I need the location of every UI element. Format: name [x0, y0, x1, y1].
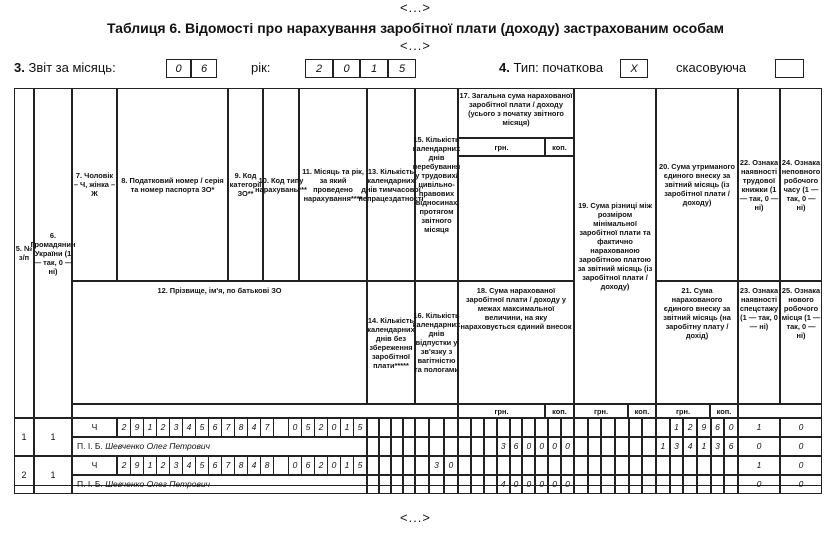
- row-days-13[interactable]: [367, 418, 379, 437]
- row-sum-18[interactable]: 0: [561, 437, 574, 456]
- row-days-13[interactable]: [391, 418, 403, 437]
- type-initial-checkbox[interactable]: X: [620, 59, 648, 78]
- tax-digit: 1: [144, 457, 157, 474]
- tax-digit: 8: [235, 419, 248, 436]
- row-sum-18[interactable]: 0: [561, 475, 574, 494]
- row-sum-18[interactable]: 0: [535, 437, 548, 456]
- header-col-17-values: [458, 156, 574, 281]
- row-sum-21[interactable]: 3: [670, 437, 684, 456]
- row-days-16[interactable]: [429, 437, 443, 456]
- tax-digit: 8: [261, 457, 274, 474]
- subheader-18-kop: коп.: [545, 404, 574, 418]
- tax-digit: 5: [196, 457, 209, 474]
- subheader-18-grn: грн.: [458, 404, 545, 418]
- row-days-14[interactable]: [391, 437, 403, 456]
- row-days-15[interactable]: [444, 418, 458, 437]
- row-col-24[interactable]: 0: [780, 418, 822, 437]
- row-sum-18[interactable]: [458, 475, 471, 494]
- row-sum-20[interactable]: [724, 456, 738, 475]
- row-sum-19b[interactable]: [615, 475, 629, 494]
- row-days-13[interactable]: [403, 418, 415, 437]
- row-sum-19b[interactable]: [629, 475, 643, 494]
- tax-digit: 2: [157, 419, 170, 436]
- row-days-15[interactable]: 3: [429, 456, 443, 475]
- row-pib-label: [72, 475, 367, 494]
- row-sum-17[interactable]: [458, 418, 471, 437]
- row-sum-20[interactable]: 9: [697, 418, 711, 437]
- report-type-label: 4. Тип: початкова: [499, 60, 604, 75]
- header-col-8: 8. Податковий номер / серія та номер паспорта ЗО*: [117, 88, 228, 281]
- report-month-label: 3. Звіт за місяць:: [14, 60, 116, 75]
- row-sum-19[interactable]: [588, 418, 602, 437]
- row-sum-21[interactable]: [697, 475, 711, 494]
- row-days-13[interactable]: [379, 418, 391, 437]
- row-days-16[interactable]: [415, 437, 429, 456]
- tax-digit: 4: [248, 457, 261, 474]
- subheader-20-kop: коп.: [710, 404, 738, 418]
- row-sum-19[interactable]: [642, 456, 656, 475]
- row-days-13[interactable]: [367, 456, 379, 475]
- row-days-15[interactable]: [415, 456, 429, 475]
- period-digit: 0: [288, 419, 301, 436]
- row-number: 2: [14, 456, 34, 494]
- period-digit: 5: [301, 419, 314, 436]
- report-year-digit-1[interactable]: 2: [305, 59, 333, 78]
- row-sum-19b[interactable]: [574, 475, 588, 494]
- row-sum-21[interactable]: [724, 475, 738, 494]
- subheader-20-grn: грн.: [656, 404, 710, 418]
- row-sum-21[interactable]: 3: [711, 437, 725, 456]
- tax-digit: 2: [118, 457, 131, 474]
- header-col-23: 23. Ознака наявності спецстажу (1 — так, 0 — ні): [738, 281, 780, 404]
- row-sum-17[interactable]: [561, 418, 574, 437]
- report-year-digit-4[interactable]: 5: [388, 59, 416, 78]
- row-days-14[interactable]: [403, 475, 415, 494]
- period-digit: 5: [353, 457, 366, 474]
- row-sum-18[interactable]: 6: [510, 437, 523, 456]
- row-sum-19[interactable]: [615, 418, 629, 437]
- continuation-marker-mid: <...>: [399, 38, 432, 53]
- header-col-17-kop: коп.: [545, 138, 574, 156]
- period-digit: 1: [340, 457, 353, 474]
- row-citizen[interactable]: 1: [34, 456, 72, 494]
- tax-digit: 4: [248, 419, 261, 436]
- row-col-23[interactable]: 0: [738, 437, 780, 456]
- row-sum-19b[interactable]: [588, 475, 602, 494]
- header-col-21: 21. Сума нарахованого єдиного внеску за звітний місяць (на заробітну плату / дохід): [656, 281, 738, 404]
- header-col-18: 18. Сума нарахованої заробітної плати / доходу у межах максимальної величини, на яку нараховується єдиний внесок: [458, 281, 574, 404]
- row-sum-18[interactable]: 0: [548, 475, 561, 494]
- row-sum-17[interactable]: [561, 456, 574, 475]
- subheader-blank: [72, 404, 458, 418]
- row-sum-20[interactable]: 0: [724, 418, 738, 437]
- tax-digit: 2: [118, 419, 131, 436]
- row-sum-19b[interactable]: [642, 437, 656, 456]
- row-period[interactable]: [288, 419, 366, 436]
- row-days-16[interactable]: [444, 437, 458, 456]
- row-sum-18[interactable]: 0: [548, 437, 561, 456]
- row-days-14[interactable]: [367, 475, 379, 494]
- row-sum-19[interactable]: [615, 456, 629, 475]
- header-col-20: 20. Сума утриманого єдиного внеску за звітний місяць (із заробітної плати / доходу): [656, 88, 738, 281]
- period-digit: 0: [288, 457, 301, 474]
- row-sum-21[interactable]: [670, 475, 684, 494]
- row-name[interactable]: Шевченко Олег Петрович: [105, 479, 211, 489]
- row-sum-17[interactable]: [510, 418, 523, 437]
- header-col-9: 9. Код категорії ЗО**: [228, 88, 263, 281]
- tax-digit: 1: [144, 419, 157, 436]
- period-digit: 0: [327, 457, 340, 474]
- row-sum-18[interactable]: [471, 437, 484, 456]
- row-sum-19[interactable]: [574, 456, 588, 475]
- subheader-19-grn: грн.: [574, 404, 628, 418]
- row-days-15[interactable]: [429, 418, 443, 437]
- header-col-19: 19. Сума різниці між розміром мінімальної заробітної плати та фактично нарахованою заробітною платою за звітний місяць (із заробітної плати / доходу): [574, 88, 656, 404]
- row-tax-number[interactable]: [117, 418, 367, 437]
- row-sum-17[interactable]: [497, 418, 510, 437]
- tax-digit: 4: [183, 419, 196, 436]
- tax-digit: 7: [261, 419, 274, 436]
- row-sum-20[interactable]: [711, 456, 725, 475]
- row-sum-19b[interactable]: [629, 437, 643, 456]
- row-sum-20[interactable]: [697, 456, 711, 475]
- row-days-15[interactable]: [415, 418, 429, 437]
- row-sum-19[interactable]: [601, 456, 615, 475]
- report-month-digit-1[interactable]: 0: [166, 59, 191, 78]
- row-days-16[interactable]: [444, 475, 458, 494]
- row-sum-20[interactable]: [656, 456, 670, 475]
- row-days-16[interactable]: [429, 475, 443, 494]
- row-sum-19b[interactable]: [601, 437, 615, 456]
- header-col-5: 5. № з/п: [14, 88, 34, 418]
- tax-digit: 3: [170, 457, 183, 474]
- report-year-label: рік:: [251, 60, 271, 75]
- row-days-13[interactable]: [403, 456, 415, 475]
- row-period[interactable]: [288, 457, 366, 474]
- row-days-13[interactable]: [391, 456, 403, 475]
- row-sum-17[interactable]: [497, 456, 510, 475]
- header-col-25: 25. Ознака нового робочого місця (1 — так, 0 — ні): [780, 281, 822, 404]
- row-number: 1: [14, 418, 34, 456]
- row-sum-20[interactable]: 1: [670, 418, 684, 437]
- row-pib-label: [72, 437, 367, 456]
- row-sum-18[interactable]: 0: [522, 437, 535, 456]
- tax-digit: 5: [196, 419, 209, 436]
- row-gender[interactable]: Ч: [72, 418, 117, 437]
- row-sum-19[interactable]: [601, 418, 615, 437]
- row-sum-19b[interactable]: [574, 437, 588, 456]
- row-sum-21[interactable]: [683, 475, 697, 494]
- period-digit: 6: [301, 457, 314, 474]
- row-sum-18[interactable]: 4: [497, 475, 510, 494]
- row-days-14[interactable]: [379, 475, 391, 494]
- row-sum-19[interactable]: [629, 456, 643, 475]
- row-sum-17[interactable]: [522, 456, 535, 475]
- type-cancel-label: скасовуюча: [676, 60, 747, 75]
- tax-digit: 4: [183, 457, 196, 474]
- row-sum-19b[interactable]: [615, 437, 629, 456]
- row-sum-19[interactable]: [642, 418, 656, 437]
- row-name[interactable]: Шевченко Олег Петрович: [105, 441, 211, 451]
- header-col-12: 12. Прізвище, ім'я, по батькові ЗО: [72, 281, 367, 404]
- report-month-digit-2[interactable]: 6: [191, 59, 217, 78]
- header-col-7: 7. Чоловік – Ч, жінка – Ж: [72, 88, 117, 281]
- continuation-marker-bottom: <...>: [399, 510, 432, 525]
- row-sum-19[interactable]: [574, 418, 588, 437]
- row-days-16[interactable]: [415, 475, 429, 494]
- row-sum-21[interactable]: [711, 475, 725, 494]
- row-col-23[interactable]: 0: [738, 475, 780, 494]
- row-sum-18[interactable]: 0: [510, 475, 523, 494]
- header-col-11: 11. Місяць та рік, за який проведено нарахування****: [299, 88, 367, 281]
- row-sum-19b[interactable]: [601, 475, 615, 494]
- row-sum-18[interactable]: [458, 437, 471, 456]
- row-days-14[interactable]: [367, 437, 379, 456]
- row-days-14[interactable]: [403, 437, 415, 456]
- row-sum-18[interactable]: 0: [535, 475, 548, 494]
- row-gender[interactable]: Ч: [72, 456, 117, 475]
- header-col-17-grn: грн.: [458, 138, 545, 156]
- tax-digit: 8: [235, 457, 248, 474]
- row-sum-21[interactable]: 4: [683, 437, 697, 456]
- tax-digit: 7: [222, 419, 235, 436]
- period-digit: 2: [314, 419, 327, 436]
- subheader-blank-right: [738, 404, 822, 418]
- row-sum-17[interactable]: [535, 418, 548, 437]
- row-sum-19[interactable]: [629, 418, 643, 437]
- header-col-6: 6. Громадянин України (1 — так, 0 — ні): [34, 88, 72, 418]
- tax-digit: 3: [170, 419, 183, 436]
- period-digit: 2: [314, 457, 327, 474]
- row-sum-18[interactable]: [471, 475, 484, 494]
- row-col-22[interactable]: 1: [738, 456, 780, 475]
- row-sum-20[interactable]: 2: [683, 418, 697, 437]
- row-col-24[interactable]: 0: [780, 456, 822, 475]
- row-sum-17[interactable]: [535, 456, 548, 475]
- continuation-marker-top: <...>: [399, 0, 432, 15]
- row-sum-20[interactable]: 6: [711, 418, 725, 437]
- row-sum-21[interactable]: 6: [724, 437, 738, 456]
- row-sum-21[interactable]: 1: [697, 437, 711, 456]
- row-sum-18[interactable]: [484, 475, 497, 494]
- row-sum-17[interactable]: [548, 456, 561, 475]
- header-col-13: 13. Кількість календарних днів тимчасової непрацездатності: [367, 88, 415, 281]
- row-sum-19b[interactable]: [642, 475, 656, 494]
- header-col-24: 24. Ознака неповного робочого часу (1 — так, 0 — ні): [780, 88, 822, 281]
- row-days-14[interactable]: [391, 475, 403, 494]
- row-sum-17[interactable]: [484, 456, 497, 475]
- row-days-15[interactable]: 0: [444, 456, 458, 475]
- row-sum-20[interactable]: [683, 456, 697, 475]
- row-sum-20[interactable]: [656, 418, 670, 437]
- row-sum-20[interactable]: [670, 456, 684, 475]
- header-col-14: 14. Кількість календарних днів без збереження заробітної плати*****: [367, 281, 415, 404]
- period-digit: 1: [340, 419, 353, 436]
- header-col-16: 16. Кількість календарних днів відпустки у зв'язку з вагітністю та пологами: [415, 281, 458, 404]
- row-sum-18[interactable]: [484, 437, 497, 456]
- tax-digit: 6: [209, 457, 222, 474]
- row-sum-17[interactable]: [522, 418, 535, 437]
- row-tax-number[interactable]: [117, 456, 367, 475]
- row-sum-17[interactable]: [458, 456, 471, 475]
- row-sum-19[interactable]: [588, 456, 602, 475]
- subheader-19-kop: коп.: [628, 404, 656, 418]
- row-sum-17[interactable]: [548, 418, 561, 437]
- row-citizen[interactable]: 1: [34, 418, 72, 456]
- report-year-digit-3[interactable]: 1: [360, 59, 388, 78]
- table-title: Таблиця 6. Відомості про нарахування заробітної плати (доходу) застрахованим особам: [106, 20, 725, 36]
- row-sum-19b[interactable]: [588, 437, 602, 456]
- tax-digit: 9: [131, 457, 144, 474]
- row-days-13[interactable]: [379, 456, 391, 475]
- row-sum-17[interactable]: [471, 456, 484, 475]
- tax-digit: 9: [131, 419, 144, 436]
- row-sum-21[interactable]: [656, 475, 670, 494]
- header-col-10: 10. Код типу нарахувань***: [263, 88, 299, 281]
- row-days-14[interactable]: [379, 437, 391, 456]
- header-col-22: 22. Ознака наявності трудової книжки (1 — так, 0 — ні): [738, 88, 780, 281]
- period-digit: 5: [353, 419, 366, 436]
- row-col-25[interactable]: 0: [780, 475, 822, 494]
- period-digit: 0: [327, 419, 340, 436]
- row-sum-18[interactable]: 0: [522, 475, 535, 494]
- row-col-22[interactable]: 1: [738, 418, 780, 437]
- pib-label: П. І. Б.: [77, 441, 103, 451]
- type-cancel-checkbox[interactable]: [775, 59, 804, 78]
- row-sum-21[interactable]: 1: [656, 437, 670, 456]
- row-sum-18[interactable]: 3: [497, 437, 510, 456]
- report-year-digit-2[interactable]: 0: [333, 59, 360, 78]
- row-col-25[interactable]: 0: [780, 437, 822, 456]
- row-sum-17[interactable]: [510, 456, 523, 475]
- tax-digit: 6: [209, 419, 222, 436]
- row-sum-17[interactable]: [471, 418, 484, 437]
- header-col-15: 15. Кількість календарних днів перебування у трудових/цивільно-правових відносинах протягом звітного місяця: [415, 88, 458, 281]
- tax-digit: 7: [222, 457, 235, 474]
- tax-digit: 2: [157, 457, 170, 474]
- row-sum-17[interactable]: [484, 418, 497, 437]
- pib-label: П. І. Б.: [77, 479, 103, 489]
- header-col-17: 17. Загальна сума нарахованої заробітної плати / доходу (усього з початку звітного місяця): [458, 88, 574, 138]
